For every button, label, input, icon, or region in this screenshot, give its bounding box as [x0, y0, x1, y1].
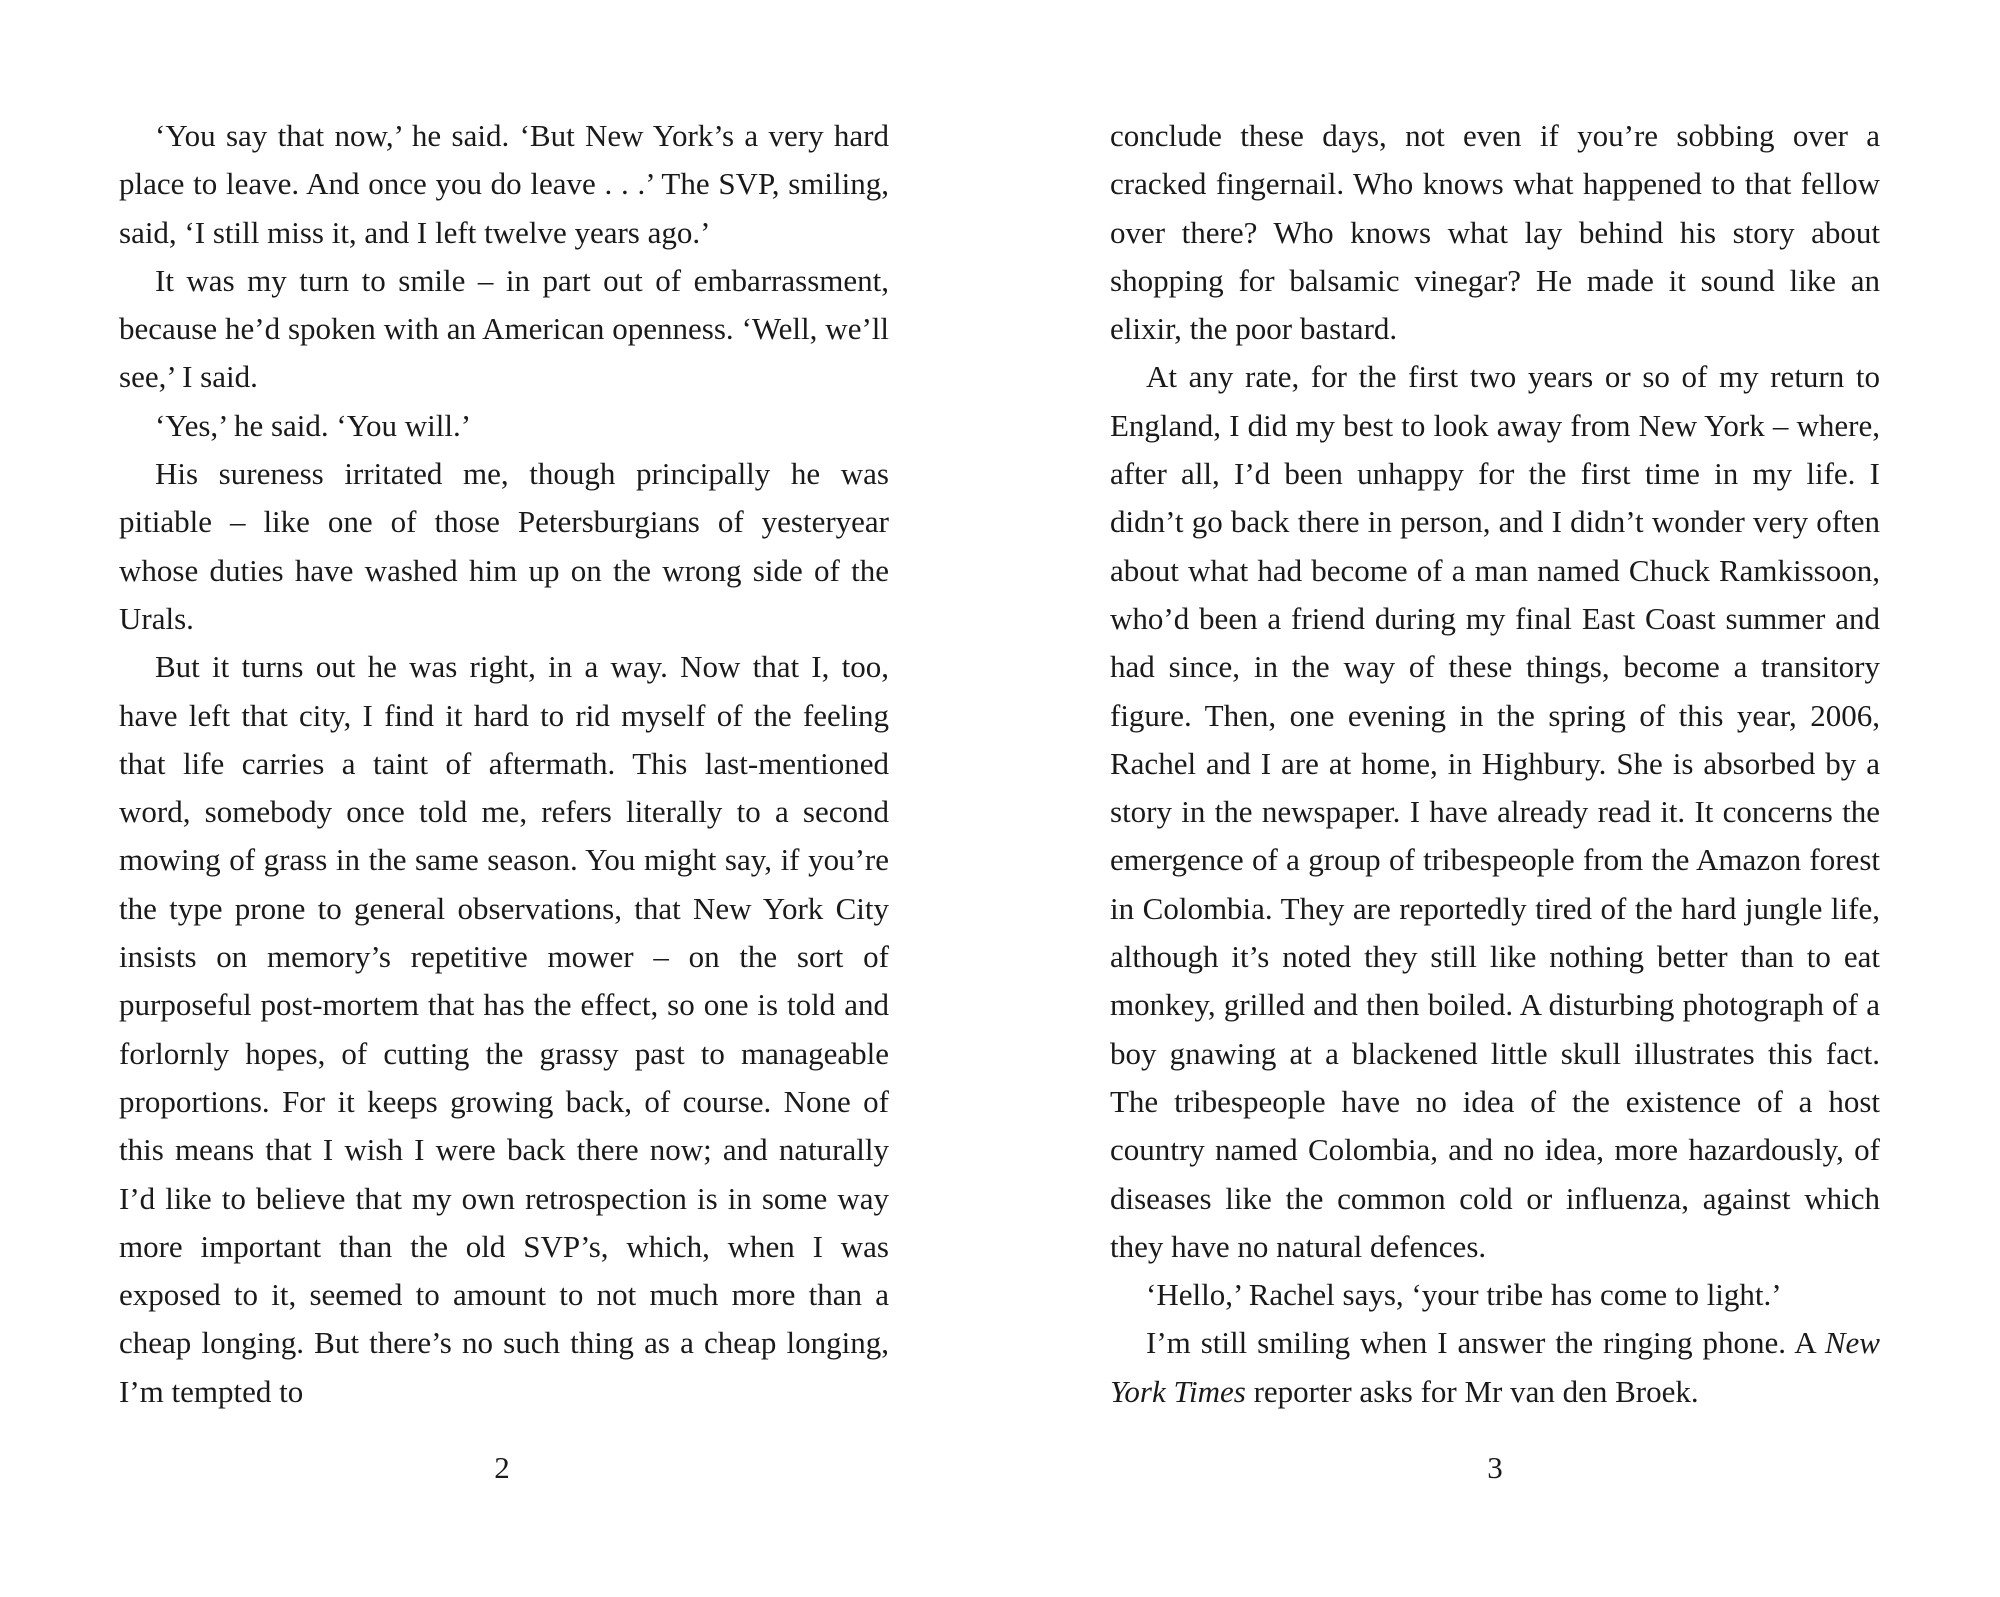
continued-paragraph: conclude these days, not even if you’re sobbing over a cracked fingernail. Who knows what happened to that fellow over there? Who knows what lay behind his story about shopping for balsamic vinegar? He made it sound like an elixir, the poor bastard.: [1110, 118, 1880, 347]
paragraph: His sureness irritated me, though principally he was pitiable – like one of those Petersburgians of yesteryear whose duties have washed him up on the wrong side of the Urals.: [119, 456, 889, 636]
paragraph: ‘You say that now,’ he said. ‘But New York’s a very hard place to leave. And once you do leave . . .’ The SVP, smiling, said, ‘I still miss it, and I left twelve years ago.’: [119, 118, 889, 250]
newspaper-title: New York Times: [1110, 1325, 1880, 1409]
paragraph: It was my turn to smile – in part out of embarrassment, because he’d spoken with an American openness. ‘Well, we’ll see,’ I said.: [119, 262, 889, 395]
page-number: 3: [1487, 1450, 1503, 1485]
right-page: [1000, 0, 2000, 1597]
page-number: 2: [494, 1450, 510, 1485]
right-page-text: [1110, 112, 1880, 1416]
paragraph-text: I’m still smiling when I answer the ringing phone. A: [1146, 1325, 1825, 1361]
paragraph: ‘Yes,’ he said. ‘You will.’: [155, 407, 472, 443]
paragraph: But it turns out he was right, in a way. Now that I, too, have left that city, I find it hard to rid myself of the feeling that life carries a taint of aftermath. This last-mentioned word, somebody once told me, refers literally to a second mowing of grass in the same season. You might say, if you’re the type prone to general observations, that New York City insists on memory’s repetitive mower – on the sort of purposeful post-mortem that has the effect, so one is told and forlornly hopes, of cutting the grassy past to manageable proportions. For it keeps growing back, of course. None of this means that I wish I were back there now; and naturally I’d like to believe that my own retrospection is in some way more important than the old SVP’s, which, when I was exposed to it, seemed to amount to not much more than a cheap longing. But there’s no such thing as a cheap longing, I’m tempted to: [119, 649, 889, 1409]
left-page-text: [119, 112, 889, 1416]
paragraph: ‘Hello,’ Rachel says, ‘your tribe has come to light.’: [1146, 1277, 1782, 1313]
paragraph-text: reporter asks for Mr van den Broek.: [1245, 1373, 1699, 1409]
paragraph: [1110, 1319, 1880, 1416]
paragraph: At any rate, for the first two years or so of my return to England, I did my best to look away from New York – where, after all, I’d been unhappy for the first time in my life. I didn’t go back there in person, and I didn’t wonder very often about what had become of a man named Chuck Ramkissoon, who’d been a friend during my final East Coast summer and had since, in the way of these things, become a transitory figure. Then, one evening in the spring of this year, 2006, Rachel and I are at home, in Highbury. She is absorbed by a story in the newspaper. I have already read it. It concerns the emergence of a group of tribespeople from the Amazon forest in Colombia. They are reportedly tired of the hard jungle life, although it’s noted they still like nothing better than to eat monkey, grilled and then boiled. A disturbing photograph of a boy gnawing at a blackened little skull illustrates this fact. The tribespeople have no idea of the existence of a host country named Colombia, and no idea, more hazardously, of diseases like the common cold or influenza, against which they have no natural defences.: [1110, 359, 1880, 1264]
